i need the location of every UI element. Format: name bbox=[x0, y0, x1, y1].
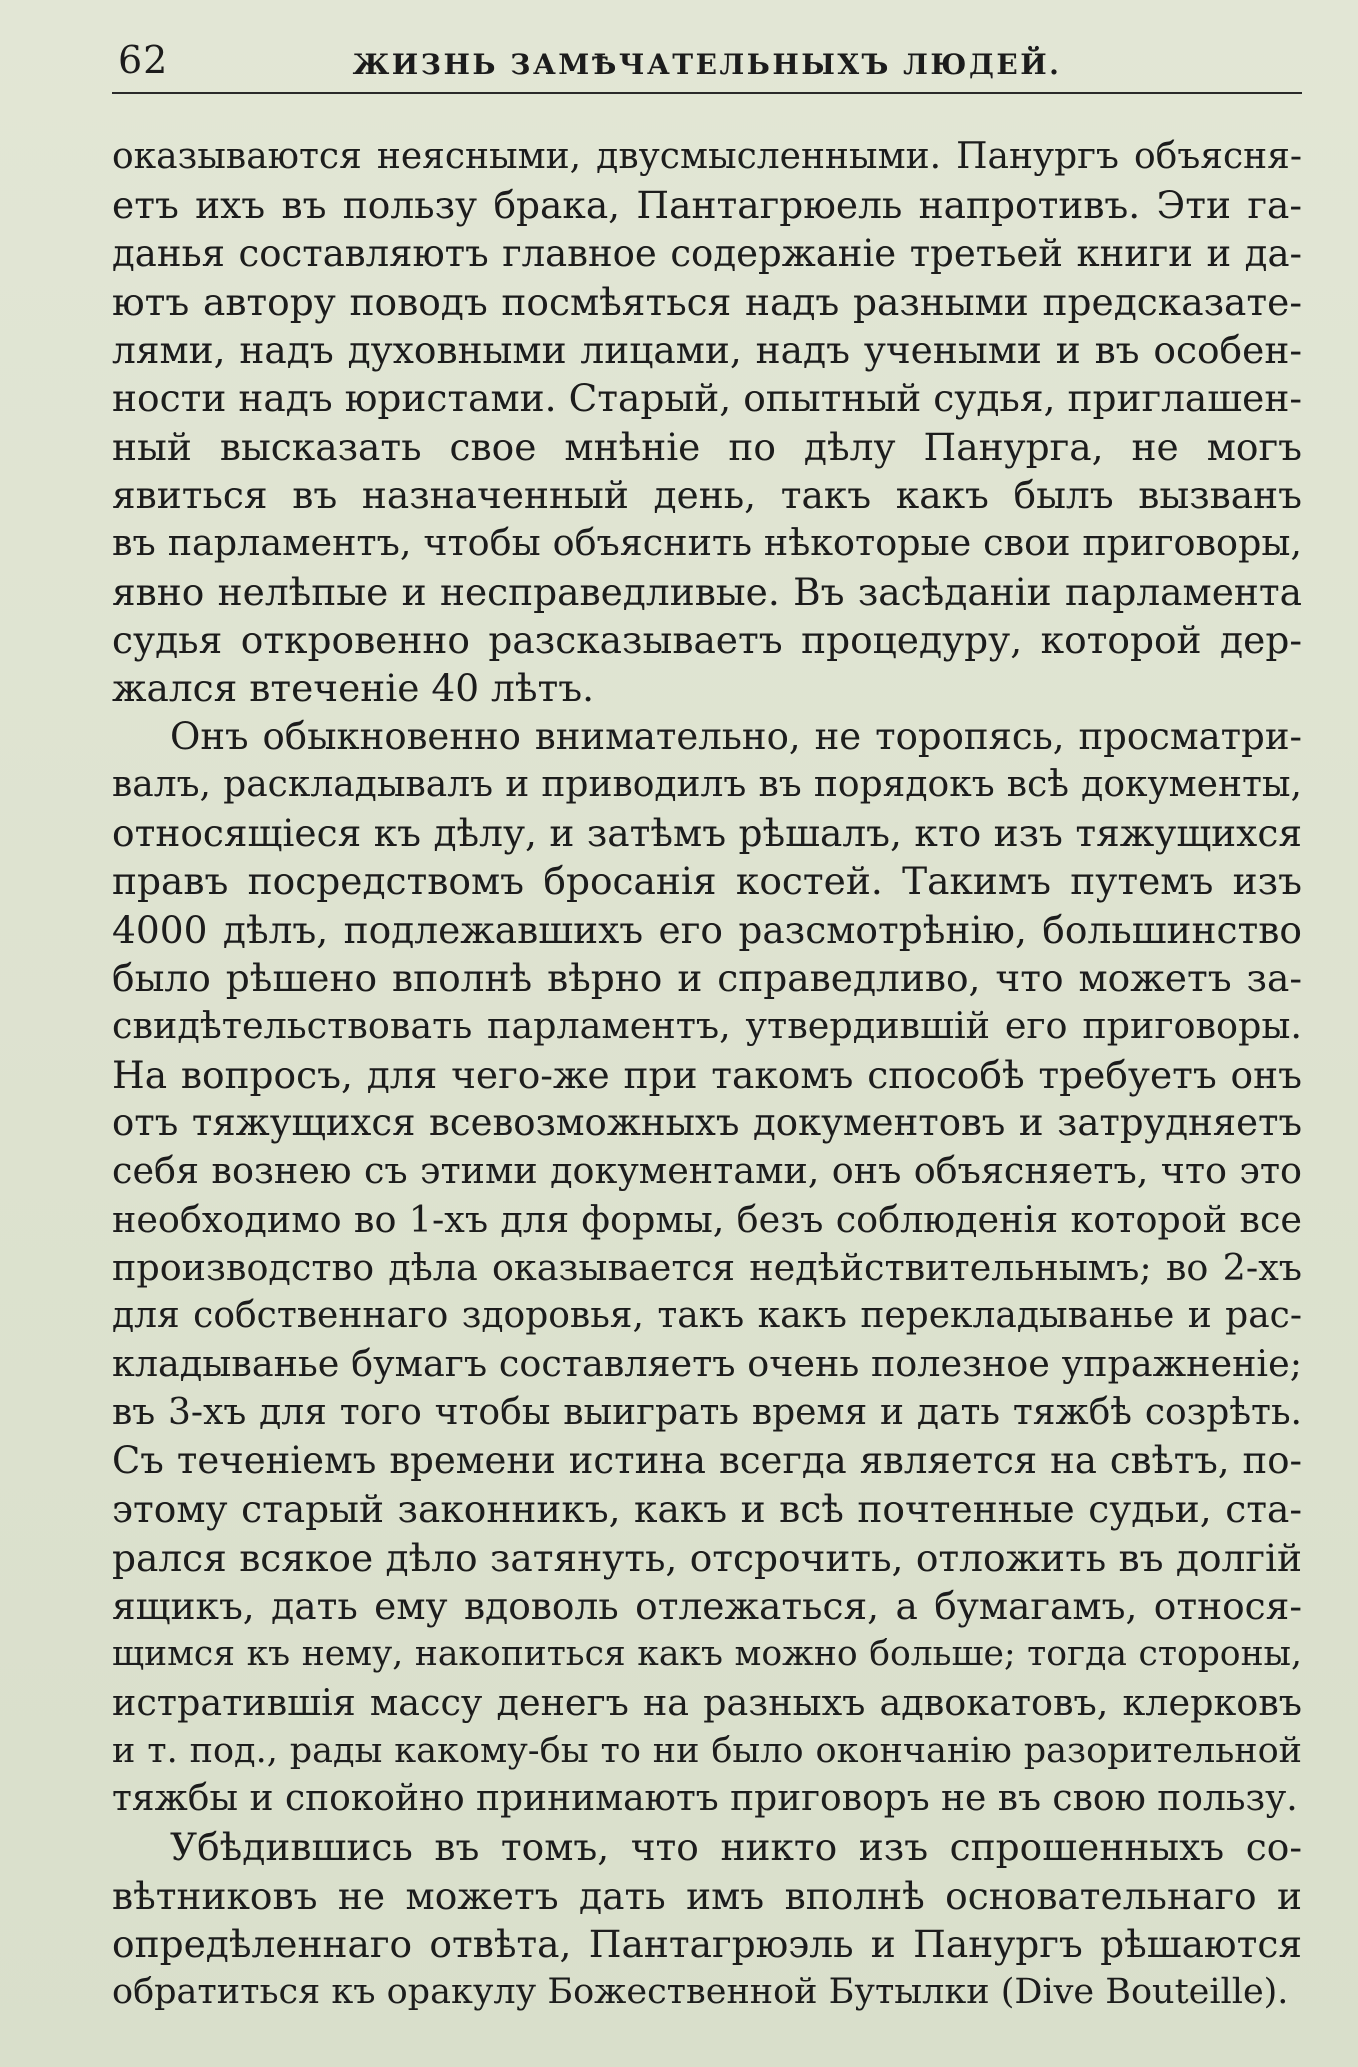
text-line: отъ тяжущихся всевозможныхъ документовъ и затрудняетъ bbox=[112, 1100, 1302, 1144]
text-line: щимся къ нему, накопиться какъ можно больше; тогда стороны, bbox=[112, 1634, 1302, 1675]
paragraph bbox=[112, 1823, 1302, 2016]
text-line: было рѣшено вполнѣ вѣрно и справедливо, что можетъ за- bbox=[112, 956, 1302, 1001]
text-line: вѣтниковъ не можетъ дать имъ вполнѣ основательнаго и bbox=[112, 1873, 1302, 1918]
text-line: тяжбы и спокойно принимаютъ приговоръ не въ свою пользу. bbox=[112, 1778, 1298, 1820]
text-line: необходимо во 1-хъ для формы, безъ соблюденія которой все bbox=[112, 1197, 1302, 1241]
text-line: судья откровенно разсказываетъ процедуру, которой дер- bbox=[112, 617, 1302, 662]
text-line: для собственнаго здоровья, такъ какъ перекладыванье и рас- bbox=[112, 1295, 1302, 1337]
text-line: обратиться къ оракулу Божественной Бутылки (Dive Bouteille). bbox=[112, 1972, 1289, 2013]
text-line: явно нелѣпые и несправедливые. Въ засѣданіи парламента bbox=[112, 569, 1302, 614]
text-line: истратившія массу денегъ на разныхъ адвокатовъ, клерковъ bbox=[112, 1680, 1302, 1724]
paragraph bbox=[112, 713, 1302, 1824]
text-line: На вопросъ, для чего-же при такомъ способѣ требуетъ онъ bbox=[112, 1052, 1302, 1097]
text-line: и т. под., рады какому-бы то ни было окончанію разорительной bbox=[112, 1730, 1302, 1771]
text-line: ютъ автору поводъ посмѣяться надъ разными предсказате- bbox=[112, 279, 1302, 324]
text-line: жался втеченіе 40 лѣтъ. bbox=[112, 666, 594, 711]
text-line: явиться въ назначенный день, такъ какъ былъ вызванъ bbox=[112, 473, 1302, 518]
text-line: рался всякое дѣло затянуть, отсрочить, отложить въ долгій bbox=[112, 1535, 1302, 1580]
page-header bbox=[112, 30, 1302, 94]
text-line: Съ теченіемъ времени истина всегда является на свѣтъ, по- bbox=[112, 1439, 1302, 1483]
text-line: въ 3-хъ для того чтобы выиграть время и дать тяжбѣ созрѣть. bbox=[112, 1391, 1302, 1433]
text-line: ный высказать свое мнѣніе по дѣлу Панурга, не могъ bbox=[112, 424, 1302, 469]
text-line: етъ ихъ въ пользу брака, Пантагрюель напротивъ. Эти га- bbox=[112, 183, 1302, 228]
text-line: валъ, раскладывалъ и приводилъ въ порядокъ всѣ документы, bbox=[112, 763, 1302, 805]
text-line: свидѣтельствовать парламентъ, утвердившій его приговоры. bbox=[112, 1004, 1302, 1048]
paragraph bbox=[112, 133, 1302, 713]
text-line: Онъ обыкновенно внимательно, не торопясь, просматри- bbox=[170, 714, 1302, 758]
text-line: относящіеся къ дѣлу, и затѣмъ рѣшалъ, кто изъ тяжущихся bbox=[112, 811, 1302, 856]
running-title: ЖИЗНЬ ЗАМѢЧАТЕЛЬНЫХЪ ЛЮДЕЙ. bbox=[352, 48, 1062, 81]
text-line: ности надъ юристами. Старый, опытный судья, приглашен- bbox=[112, 376, 1302, 421]
text-line: данья составляютъ главное содержаніе третьей книги и да- bbox=[112, 231, 1302, 275]
body-text bbox=[112, 133, 1302, 2017]
text-line: опредѣленнаго отвѣта, Пантагрюэль и Панургъ рѣшаются bbox=[112, 1921, 1302, 1966]
text-line: лями, надъ духовными лицами, надъ учеными и въ особен- bbox=[112, 328, 1302, 373]
text-line: правъ посредствомъ бросанія костей. Такимъ путемъ изъ bbox=[112, 859, 1302, 904]
text-line: въ парламентъ, чтобы объяснить нѣкоторые свои приговоры, bbox=[112, 521, 1302, 565]
text-line: себя вознею съ этими документами, онъ объясняетъ, что это bbox=[112, 1149, 1302, 1193]
page-number: 62 bbox=[118, 38, 169, 82]
text-line: 4000 дѣлъ, подлежавшихъ его разсмотрѣнію, большинство bbox=[112, 907, 1302, 952]
text-line: кладыванье бумагъ составляетъ очень полезное упражненіе; bbox=[112, 1342, 1302, 1386]
text-line: этому старый законникъ, какъ и всѣ почтенные судьи, ста- bbox=[112, 1487, 1302, 1532]
text-line: Убѣдившись въ томъ, что никто изъ спрошенныхъ со- bbox=[170, 1825, 1302, 1870]
header-rule bbox=[112, 92, 1302, 94]
text-line: оказываются неясными, двусмысленными. Панургъ объясня- bbox=[112, 136, 1302, 177]
text-line: ящикъ, дать ему вдоволь отлежаться, а бумагамъ, относя- bbox=[112, 1583, 1302, 1628]
text-line: производство дѣла оказывается недѣйствительнымъ; во 2-хъ bbox=[112, 1245, 1302, 1289]
